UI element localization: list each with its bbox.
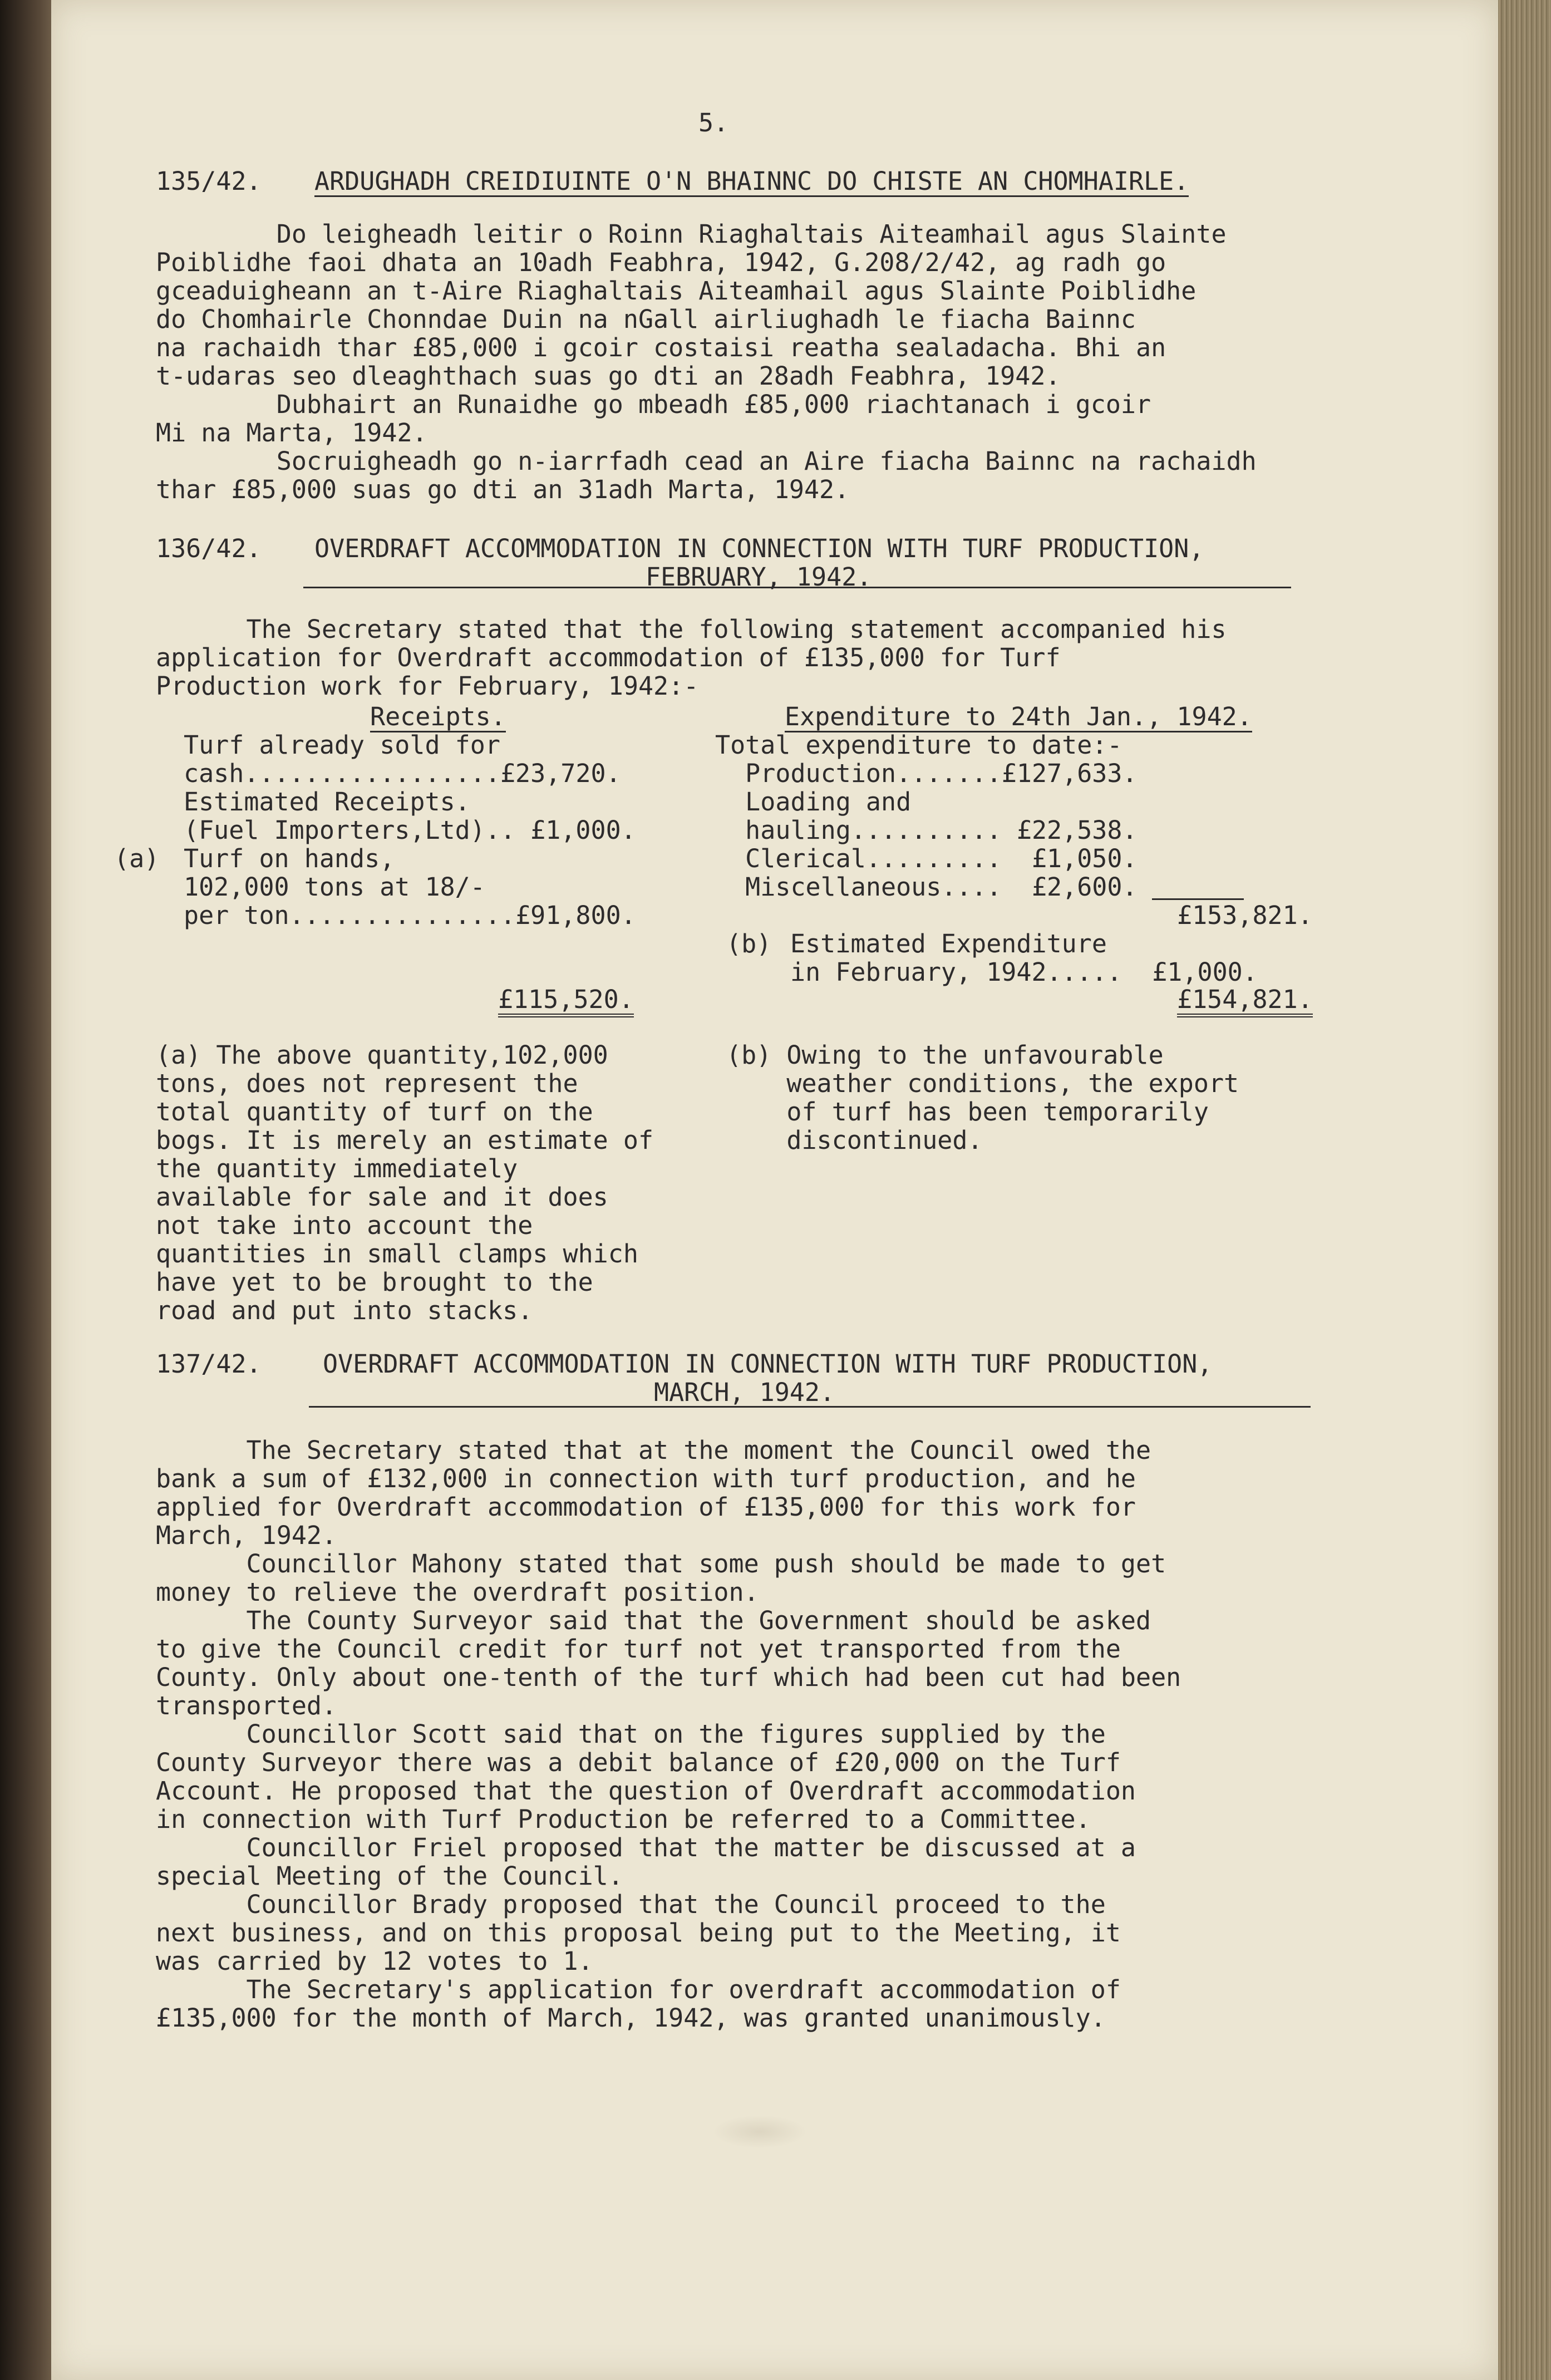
minute-136-intro: The Secretary stated that the following statement accompanied his application for Overdraft accommodation of £135,000 for Turf Production work for February, 1942:- bbox=[156, 614, 1227, 701]
minute-135-paragraph-2: Dubhairt an Runaidhe go mbeadh £85,000 riachtanach i gcoir Mi na Marta, 1942. bbox=[156, 390, 1151, 448]
expenditure-heading: Expenditure to 24th Jan., 1942. bbox=[785, 702, 1252, 731]
minute-136-ref: 136/42. bbox=[156, 534, 262, 563]
minute-137-title-line-2: MARCH, 1942. bbox=[654, 1378, 835, 1407]
note-a: (a) The above quantity,102,000 tons, does not represent the total quantity of turf on the bogs. It is merely an estimate of the quantity immediately available for sale and it does not take into account the quantities in small clamps which have yet to be brought to the road and put into stacks. bbox=[156, 1040, 654, 1325]
minute-135-ref: 135/42. bbox=[156, 166, 262, 196]
page-number: 5. bbox=[698, 108, 729, 137]
expenditure-line: Miscellaneous.... £2,600. bbox=[715, 872, 1138, 902]
faint-mark bbox=[712, 2115, 807, 2148]
expenditure-line: Production.......£127,633. bbox=[715, 759, 1138, 788]
minute-137-paragraph-1: The Secretary stated that at the moment the Council owed the bank a sum of £132,000 in connection with turf production, and he applied for Overdraft accommodation of £135,000 for this work for March, 1942. bbox=[156, 1435, 1151, 1550]
minute-137-title-line-1: OVERDRAFT ACCOMMODATION IN CONNECTION WITH TURF PRODUCTION, bbox=[323, 1349, 1213, 1379]
book-page-edges bbox=[1498, 0, 1551, 2380]
receipts-line: 102,000 tons at 18/- bbox=[184, 872, 485, 902]
expenditure-line: Clerical......... £1,050. bbox=[715, 844, 1138, 873]
minute-137-paragraph-4: Councillor Scott said that on the figures supplied by the County Surveyor there was a debit balance of £20,000 on the Turf Account. He proposed that the question of Overdraft accommodation in connection with Turf Production be referred to a Committee. bbox=[156, 1719, 1136, 1834]
minute-137-paragraph-6: Councillor Brady proposed that the Council proceed to the next business, and on this proposal being put to the Meeting, it was carried by 12 votes to 1. bbox=[156, 1890, 1121, 1976]
expenditure-subtotal: £153,821. bbox=[1177, 901, 1313, 930]
minute-137-title-rule bbox=[309, 1406, 1311, 1408]
receipts-total: £115,520. bbox=[498, 985, 634, 1017]
minute-137-paragraph-2: Councillor Mahony stated that some push should be made to get money to relieve the overdraft position. bbox=[156, 1549, 1166, 1607]
expenditure-february-line: Estimated Expenditure bbox=[790, 929, 1107, 958]
minute-135-paragraph-3: Socruigheadh go n-iarrfadh cead an Aire fiacha Bainnc na rachaidh thar £85,000 suas go dti an 31adh Marta, 1942. bbox=[156, 446, 1257, 504]
minute-137-paragraph-3: The County Surveyor said that the Government should be asked to give the Council credit for turf not yet transported from the County. Only about one-tenth of the turf which had been cut had been transported. bbox=[156, 1606, 1181, 1720]
expenditure-line: Loading and bbox=[715, 787, 912, 817]
book-binding-left bbox=[0, 0, 51, 2380]
receipts-line: Turf on hands, bbox=[184, 844, 395, 873]
note-b: (b) Owing to the unfavourable weather conditions, the export of turf has been temporarily discontinued. bbox=[726, 1040, 1239, 1155]
expenditure-total: £154,821. bbox=[1177, 985, 1313, 1017]
minute-137-paragraph-5: Councillor Friel proposed that the matter be discussed at a special Meeting of the Council. bbox=[156, 1833, 1136, 1891]
expenditure-subtotal-rule bbox=[1152, 898, 1244, 900]
receipts-marker-a: (a) bbox=[114, 844, 160, 873]
minute-137-paragraph-7: The Secretary's application for overdraft accommodation of £135,000 for the month of March, 1942, was granted unanimously. bbox=[156, 1975, 1121, 2033]
minute-135-paragraph-1: Do leigheadh leitir o Roinn Riaghaltais Aiteamhail agus Slainte Poiblidhe faoi dhata an 10adh Feabhra, 1942, G.208/2/42, ag radh go gceaduigheann an t-Aire Riaghaltais Aiteamhail agus Slainte Poiblidhe do Chomhairle Chonndae Duin na nGall airliughadh le fiacha Bainnc na rachaidh thar £85,000 i gcoir costaisi reatha sealadacha. Bhi an t-udaras seo dleaghthach suas go dti an 28adh Feabhra, 1942. bbox=[156, 219, 1227, 391]
minute-137-ref: 137/42. bbox=[156, 1349, 262, 1379]
receipts-line: cash.................£23,720. bbox=[184, 759, 621, 788]
minute-136-title-line-2: FEBRUARY, 1942. bbox=[646, 562, 872, 592]
expenditure-marker-b: (b) bbox=[726, 929, 772, 958]
minute-135-title: ARDUGHADH CREIDIUINTE O'N BHAINNC DO CHISTE AN CHOMHAIRLE. bbox=[314, 166, 1189, 196]
receipts-line: per ton...............£91,800. bbox=[184, 901, 636, 930]
expenditure-february-line: in February, 1942..... £1,000. bbox=[790, 957, 1258, 987]
expenditure-line: Total expenditure to date:- bbox=[715, 730, 1122, 760]
receipts-line: Estimated Receipts. bbox=[184, 787, 470, 817]
minute-136-title-line-1: OVERDRAFT ACCOMMODATION IN CONNECTION WITH TURF PRODUCTION, bbox=[314, 534, 1204, 563]
receipts-line: (Fuel Importers,Ltd).. £1,000. bbox=[184, 815, 636, 845]
expenditure-line: hauling.......... £22,538. bbox=[715, 815, 1138, 845]
receipts-line: Turf already sold for bbox=[184, 730, 500, 760]
receipts-heading: Receipts. bbox=[370, 702, 506, 731]
